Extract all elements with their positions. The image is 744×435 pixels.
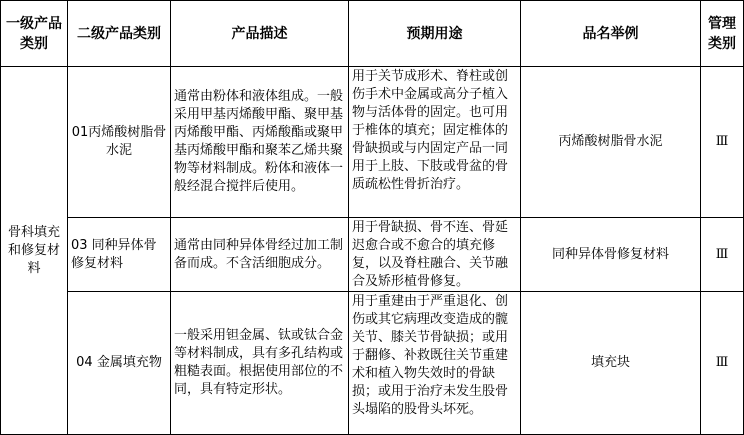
header-intended-use: 预期用途: [349, 1, 521, 67]
description-cell: 通常由粉体和液体组成。一般采用甲基丙烯酸甲酯、聚甲基丙烯酸甲酯、丙烯酸酯或聚甲基丙烯酸甲酯和聚苯乙烯共聚物等材料制成。粉体和液体一般经混合搅拌后使用。: [171, 67, 349, 218]
example-cell: 丙烯酸树脂骨水泥: [521, 67, 701, 218]
intended-use-cell: 用于重建由于严重退化、创伤或其它病理改变造成的髋关节、膝关节骨缺损；或用于翻修、补救既往关节重建术和植入物失效时的骨缺损；或用于治疗未发生股骨头塌陷的股骨头坏死。: [349, 292, 521, 435]
intended-use-cell: 用于骨缺损、骨不连、骨延迟愈合或不愈合的填充修复，以及脊柱融合、关节融合及矫形植骨修复。: [349, 218, 521, 292]
intended-use-cell: 用于关节成形术、脊柱或创伤手术中金属或高分子植入物与活体骨的固定。也可用于椎体的填充；固定椎体的骨缺损或与内固定产品一同用于上肢、下肢或骨盆的骨质疏松性骨折治疗。: [349, 67, 521, 218]
header-mgmt-class: 管理类别: [701, 1, 744, 67]
table-row: [1, 218, 744, 292]
header-example: 品名举例: [521, 1, 701, 67]
description-cell: 一般采用钽金属、钛或钛合金等材料制成，具有多孔结构或粗糙表面。根据使用部位的不同，具有特定形状。: [171, 292, 349, 435]
mgmt-class-cell: Ⅲ: [701, 292, 744, 435]
header-description: 产品描述: [171, 1, 349, 67]
cat2-cell: 03 同种异体骨修复材料: [68, 218, 171, 292]
mgmt-class-cell: Ⅲ: [701, 67, 744, 218]
example-cell: 同种异体骨修复材料: [521, 218, 701, 292]
example-cell: 填充块: [521, 292, 701, 435]
header-row: [1, 1, 744, 67]
description-cell: 通常由同种异体骨经过加工制备而成。不含活细胞成分。: [171, 218, 349, 292]
cat2-cell: 04 金属填充物: [68, 292, 171, 435]
table-row: [1, 292, 744, 435]
table-row: [1, 67, 744, 218]
cat2-cell: 01丙烯酸树脂骨水泥: [68, 67, 171, 218]
category1-cell: 骨科填充和修复材料: [1, 67, 68, 435]
mgmt-class-cell: Ⅲ: [701, 218, 744, 292]
header-cat1: 一级产品类别: [1, 1, 68, 67]
header-cat2: 二级产品类别: [68, 1, 171, 67]
